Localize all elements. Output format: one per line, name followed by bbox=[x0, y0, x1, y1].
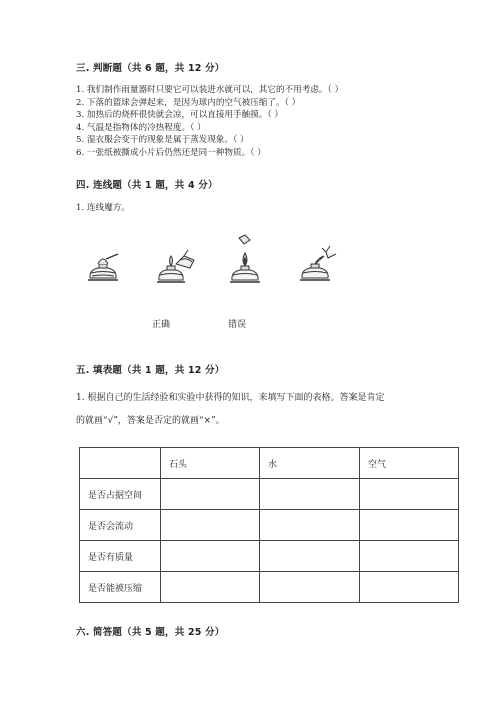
section6-title: 六. 简答题（共 5 题，共 25 分） bbox=[76, 627, 225, 638]
section4-question: 1. 连线魔方。 bbox=[76, 203, 130, 213]
table-header-cell bbox=[80, 448, 161, 479]
answer-cell[interactable] bbox=[260, 572, 360, 603]
answer-cell[interactable] bbox=[360, 479, 459, 510]
judgement-question-6: 6. 一张纸被撕成小片后仍然还是同一种物质。（ ） bbox=[76, 147, 266, 158]
table-row bbox=[80, 510, 459, 541]
section3-title: 三. 判断题（共 6 题，共 12 分） bbox=[76, 63, 225, 74]
answer-cell[interactable] bbox=[360, 541, 459, 572]
answer-cell[interactable] bbox=[161, 479, 260, 510]
table-header-cell: 空气 bbox=[360, 448, 459, 479]
table-row-label: 是否有质量 bbox=[80, 541, 161, 572]
judgement-question-1: 1. 我们制作雨量器时只要它可以装进水就可以，其它的不用考虑。（ ） bbox=[76, 85, 344, 95]
table-header-row bbox=[80, 448, 459, 479]
table-header-cell: 石头 bbox=[161, 448, 260, 479]
table-row-label: 是否能被压缩 bbox=[80, 572, 161, 603]
section3-question-list bbox=[76, 84, 343, 160]
label-wrong: 错误 bbox=[228, 320, 247, 330]
section5-question-line2: 的就画“√”，答案是否定的就画“×”。 bbox=[76, 416, 225, 426]
fill-in-table bbox=[79, 447, 459, 603]
alcohol-lamp-icon bbox=[296, 244, 342, 284]
table-row bbox=[80, 572, 459, 603]
section5-question-line1: 1. 根据自己的生活经验和实验中获得的知识，来填写下面的表格。答案是肯定 bbox=[76, 393, 385, 403]
answer-cell[interactable] bbox=[260, 541, 360, 572]
judgement-question-5: 5. 湿衣服会变干的现象是属于蒸发现象。（ ） bbox=[76, 135, 249, 146]
table-row-label: 是否会流动 bbox=[80, 510, 161, 541]
table-row bbox=[80, 541, 459, 572]
answer-cell[interactable] bbox=[161, 541, 260, 572]
alcohol-lamp-icon bbox=[226, 234, 266, 286]
label-correct: 正确 bbox=[152, 320, 171, 330]
judgement-question-3: 3. 加热后的烧杯很快就会凉，可以直接用手触摸。（ ） bbox=[76, 110, 284, 121]
section5-title: 五. 填表题（共 1 题，共 12 分） bbox=[76, 365, 225, 376]
table-header-cell: 水 bbox=[260, 448, 360, 479]
alcohol-lamp-icon bbox=[84, 248, 124, 284]
answer-cell[interactable] bbox=[360, 572, 459, 603]
section4-title: 四. 连线题（共 1 题，共 4 分） bbox=[76, 180, 218, 191]
judgement-question-4: 4. 气温是指物体的冷热程度。（ ） bbox=[76, 122, 206, 133]
answer-cell[interactable] bbox=[360, 510, 459, 541]
judgement-question-2: 2. 下落的篮球会弹起来，是因为球内的空气被压缩了。（ ） bbox=[76, 97, 301, 108]
alcohol-lamp-icon bbox=[154, 246, 200, 286]
answer-cell[interactable] bbox=[161, 572, 260, 603]
answer-cell[interactable] bbox=[260, 479, 360, 510]
table-row-label: 是否占据空间 bbox=[80, 479, 161, 510]
answer-cell[interactable] bbox=[161, 510, 260, 541]
table-row bbox=[80, 479, 459, 510]
answer-cell[interactable] bbox=[260, 510, 360, 541]
